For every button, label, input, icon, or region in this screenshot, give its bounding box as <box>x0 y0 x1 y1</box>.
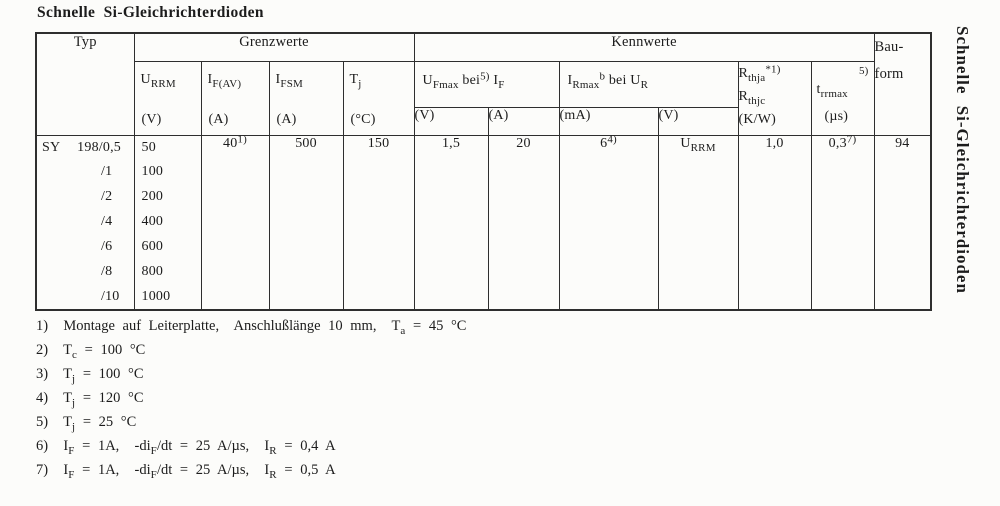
value-ur: $U_{RRM}$ <box>658 135 738 310</box>
value-ufmax: 1,5 <box>414 135 488 310</box>
header-trrmax-footnote-ref: 5) <box>858 64 869 77</box>
header-unit-ur-v: (V) <box>658 107 738 135</box>
header-typ: Typ <box>36 33 134 135</box>
footnote-line: 2) $T_c = 100$ °C <box>36 342 146 361</box>
footnote-line: 3) $T_j = 100$ °C <box>36 366 144 385</box>
urrm-value: 50 <box>141 139 156 155</box>
header-grenzwerte: Grenzwerte <box>134 33 414 61</box>
header-unit-irmax-ma: (mA) <box>559 107 658 135</box>
page-title: Schnelle Si-Gleichrichterdioden <box>37 4 264 21</box>
header-trrmax-unit: (µs) <box>824 108 849 124</box>
urrm-value: 200 <box>141 189 164 205</box>
urrm-value: 100 <box>141 164 164 180</box>
type-name: /2 <box>101 189 113 205</box>
value-rth: 1,0 <box>738 135 811 310</box>
urrm-value: 400 <box>141 214 164 230</box>
header-ufmax-bei-if <box>414 61 559 107</box>
header-rth-unit: (K/W) <box>738 111 777 127</box>
header-irmax-symbol: $I_{Rmax}^b$ bei $U_R$ <box>567 70 649 91</box>
type-name: /4 <box>101 214 113 230</box>
type-name: SY 198/0,5 <box>42 139 121 155</box>
type-name: /10 <box>101 288 120 304</box>
header-trrmax-symbol: $t_{rrmax}$ <box>816 81 848 100</box>
header-irmax-bei-ur <box>559 61 738 107</box>
header-bauform <box>874 33 931 135</box>
header-urrm <box>134 61 201 135</box>
footnote-list <box>36 314 466 482</box>
header-ifav-unit: (A) <box>208 111 229 127</box>
urrm-value: 600 <box>141 238 164 254</box>
header-trrmax <box>811 61 874 135</box>
urrm-list-cell <box>134 135 201 310</box>
header-rth <box>738 61 811 135</box>
urrm-value: 1000 <box>141 288 171 304</box>
type-list-cell <box>36 135 134 310</box>
spec-table <box>35 32 932 311</box>
header-urrm-symbol: $U_{RRM}$ <box>140 71 176 90</box>
side-vertical-title: Schnelle Si-Gleichrichterdioden <box>953 26 972 294</box>
header-ifsm <box>269 61 343 135</box>
header-ifsm-unit: (A) <box>276 111 297 127</box>
type-name: /1 <box>101 164 113 180</box>
header-kennwerte: Kennwerte <box>414 33 874 61</box>
header-rthjc-symbol: $R_{thjc}$ <box>738 88 766 107</box>
header-tj <box>343 61 414 135</box>
footnote-line: 6) $I_F = 1A$, $-di_F/dt = 25$ A/µs, $I_R = 0,4$ A <box>36 438 336 457</box>
type-name: /8 <box>101 263 113 279</box>
header-ufmax-symbol: $U_{Fmax}$ bei$^{5)}$ $I_F$ <box>422 70 505 91</box>
urrm-value: 800 <box>141 263 164 279</box>
header-tj-symbol: $T_j$ <box>349 71 362 90</box>
header-rthja-symbol: $R_{thja}^{*1)}$ <box>738 63 781 84</box>
value-irmax: 6$^{4)}$ <box>559 135 658 310</box>
value-if: 20 <box>488 135 559 310</box>
value-bauform: 94 <box>874 135 931 310</box>
value-ifav: 40$^{1)}$ <box>201 135 269 310</box>
header-unit-if-a: (A) <box>488 107 559 135</box>
header-ifsm-symbol: $I_{FSM}$ <box>275 71 303 90</box>
value-ifsm: 500 <box>269 135 343 310</box>
value-trrmax: 0,3$^{7)}$ <box>811 135 874 310</box>
header-tj-unit: (°C) <box>350 111 376 127</box>
header-bauform-line2: form <box>874 66 904 82</box>
footnote-line: 5) $T_j = 25$ °C <box>36 414 137 433</box>
header-urrm-unit: (V) <box>141 111 162 127</box>
footnote-line: 4) $T_j = 120$ °C <box>36 390 144 409</box>
header-ifav-symbol: $I_{F(AV)}$ <box>207 71 242 90</box>
type-name: /6 <box>101 238 113 254</box>
header-bauform-line1: Bau- <box>874 39 904 55</box>
header-ifav <box>201 61 269 135</box>
footnote-line: 7) $I_F = 1A$, $-di_F/dt = 25$ A/µs, $I_R = 0,5$ A <box>36 462 336 481</box>
header-unit-ufmax-v: (V) <box>414 107 488 135</box>
value-tj: 150 <box>343 135 414 310</box>
footnote-line: 1) Montage auf Leiterplatte, Anschlußlänge 10 mm, $T_a = 45$ °C <box>36 318 467 337</box>
